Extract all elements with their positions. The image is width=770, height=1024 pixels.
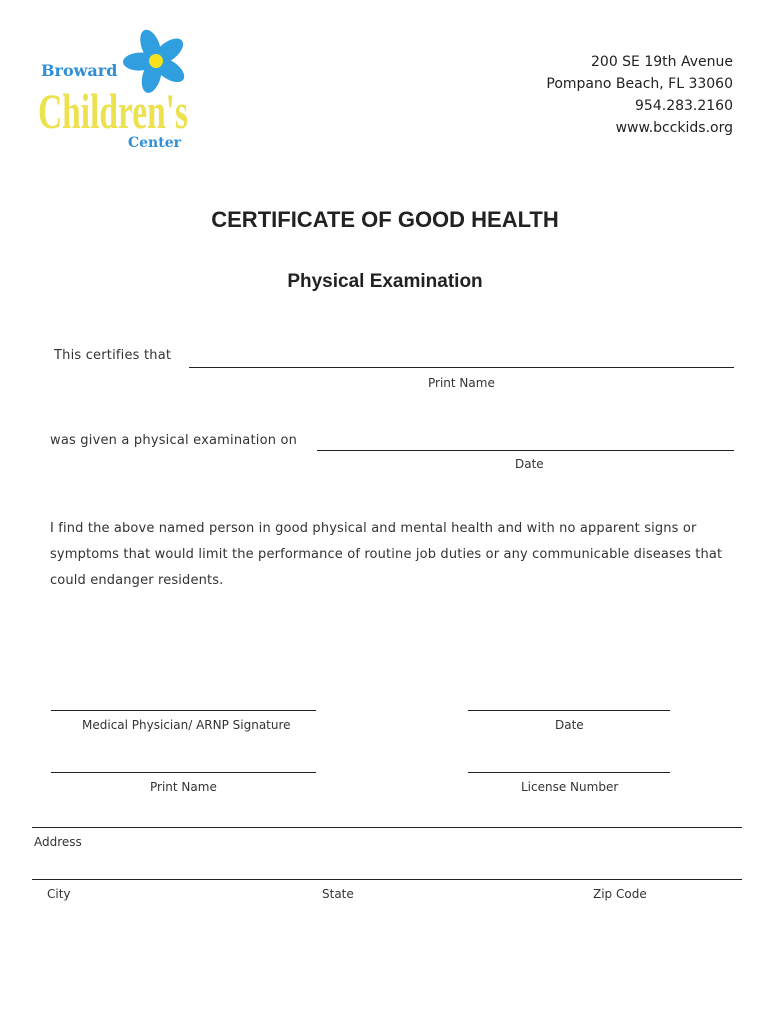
logo-text-center: Center bbox=[128, 135, 181, 151]
city-state-zip-line[interactable] bbox=[32, 879, 742, 880]
zip-code-caption: Zip Code bbox=[593, 887, 647, 901]
exam-date-caption: Date bbox=[515, 457, 544, 471]
physician-address-caption: Address bbox=[34, 835, 82, 849]
physician-print-name-line[interactable] bbox=[51, 772, 316, 773]
exam-label: was given a physical examination on bbox=[50, 433, 298, 448]
physician-signature-line[interactable] bbox=[51, 710, 316, 711]
broward-childrens-center-logo bbox=[38, 30, 198, 154]
physician-signature-caption: Medical Physician/ ARNP Signature bbox=[82, 718, 291, 732]
document-title: CERTIFICATE OF GOOD HEALTH bbox=[211, 207, 559, 232]
organization-address bbox=[546, 51, 733, 139]
logo-text-broward: Broward bbox=[41, 61, 118, 80]
signature-date-caption: Date bbox=[555, 718, 584, 732]
logo-graphic bbox=[38, 30, 198, 154]
health-statement: I find the above named person in good physical and mental health and with no apparent signs or symptoms that would limit the performance of routine job duties or any communicable diseases that could endanger residents. bbox=[50, 521, 723, 588]
address-street: 200 SE 19th Avenue bbox=[591, 54, 733, 70]
city-caption: City bbox=[47, 887, 71, 901]
patient-name-line[interactable] bbox=[189, 367, 734, 368]
state-caption: State bbox=[322, 887, 354, 901]
certifies-label: This certifies that bbox=[54, 348, 172, 363]
signature-date-line[interactable] bbox=[468, 710, 670, 711]
physician-address-line[interactable] bbox=[32, 827, 742, 828]
address-phone: 954.283.2160 bbox=[635, 98, 733, 114]
document-subtitle: Physical Examination bbox=[287, 271, 483, 292]
patient-name-caption: Print Name bbox=[428, 376, 495, 390]
license-number-line[interactable] bbox=[468, 772, 670, 773]
address-city: Pompano Beach, FL 33060 bbox=[546, 76, 733, 92]
physician-print-name-caption: Print Name bbox=[150, 780, 217, 794]
logo-text-childrens: Children's bbox=[38, 83, 188, 139]
address-website: www.bcckids.org bbox=[615, 120, 733, 136]
exam-date-line[interactable] bbox=[317, 450, 734, 451]
license-number-caption: License Number bbox=[521, 780, 619, 794]
